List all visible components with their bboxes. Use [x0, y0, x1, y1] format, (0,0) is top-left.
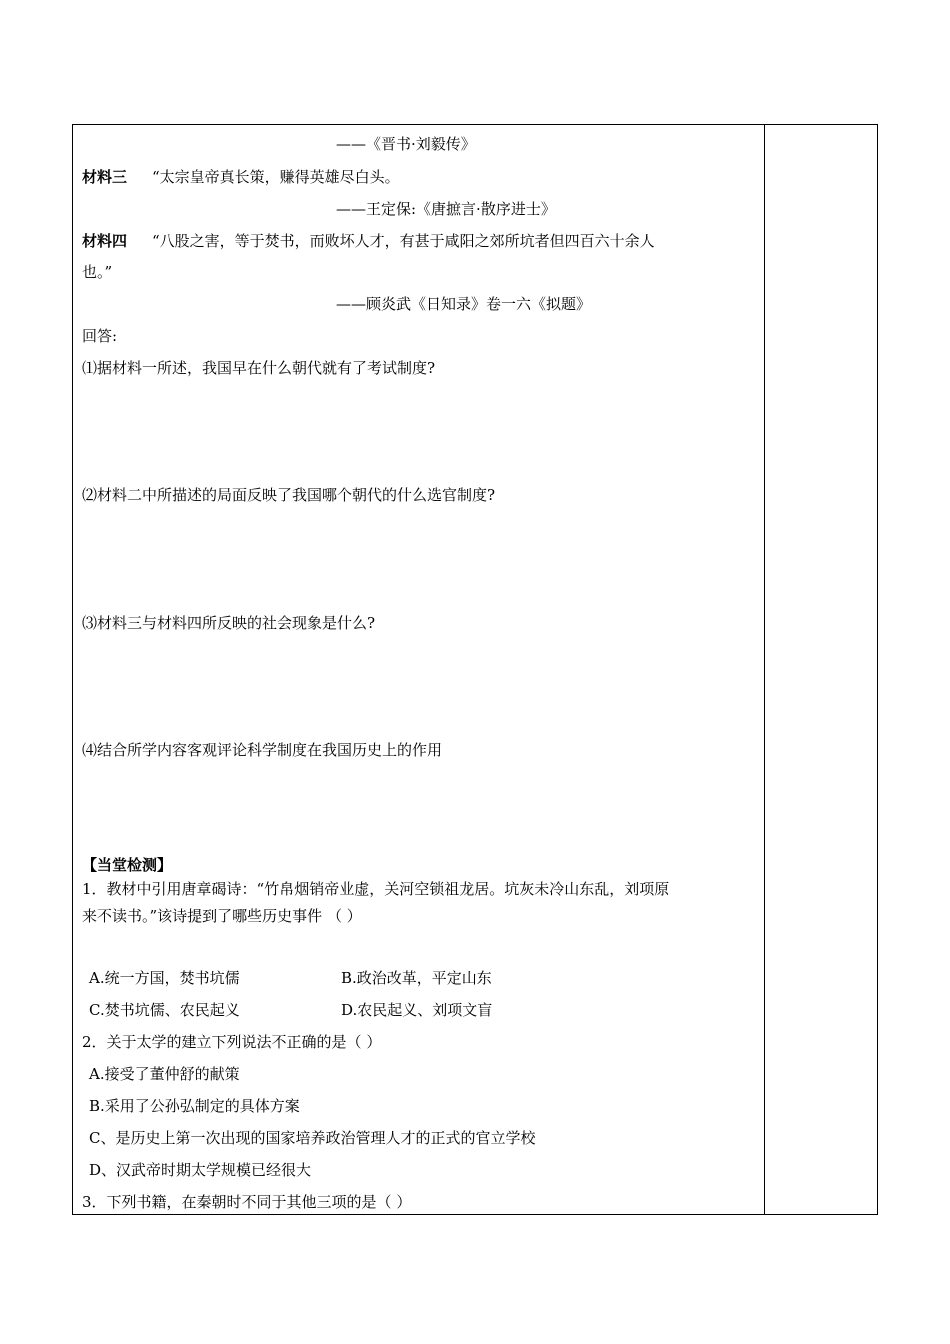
test-q2-option-b: B.采用了公孙弘制定的具体方案 [89, 1097, 300, 1115]
material-4-quote-line2: 也。” [82, 263, 113, 281]
material-4-label: 材料四 [82, 232, 128, 250]
test-q2-option-c: C、是历史上第一次出现的国家培养政治管理人才的正式的官立学校 [89, 1129, 536, 1147]
material-3-quote: “太宗皇帝真长策，赚得英雄尽白头。 [152, 168, 400, 186]
test-q1-option-c: C.焚书坑儒、农民起义 [89, 1001, 240, 1019]
material-3-source: ——王定保:《唐摭言·散序进士》 [336, 200, 556, 218]
question-3: ⑶材料三与材料四所反映的社会现象是什么? [82, 614, 376, 632]
test-q1-line1: 1．教材中引用唐章碣诗：“竹帛烟销帝业虚，关河空锁祖龙居。坑灰未冷山东乱，刘项原 [82, 880, 670, 898]
question-4: ⑷结合所学内容客观评论科学制度在我国历史上的作用 [82, 741, 443, 759]
test-q1-line2: 来不读书。”该诗提到了哪些历史事件 （ ） [82, 907, 362, 925]
table-column-divider [764, 124, 765, 1215]
test-q1-option-b: B.政治改革，平定山东 [341, 969, 492, 987]
answer-heading: 回答: [82, 327, 118, 345]
material-4-source: ——顾炎武《日知录》卷一六《拟题》 [336, 295, 592, 313]
material-3-label: 材料三 [82, 168, 128, 186]
test-q2: 2．关于太学的建立下列说法不正确的是（ ） [82, 1033, 382, 1051]
material-2-source: ——《晋书·刘毅传》 [336, 135, 476, 153]
test-q1-option-d: D.农民起义、刘项文盲 [341, 1001, 493, 1019]
test-q2-option-a: A.接受了董仲舒的献策 [89, 1065, 240, 1083]
question-2: ⑵材料二中所描述的局面反映了我国哪个朝代的什么选官制度? [82, 486, 496, 504]
material-4-quote-line1: “八股之害，等于焚书，而败坏人才，有甚于咸阳之郊所坑者但四百六十余人 [152, 232, 655, 250]
test-q1-option-a: A.统一方国，焚书坑儒 [89, 969, 240, 987]
question-1: ⑴据材料一所述，我国早在什么朝代就有了考试制度? [82, 359, 436, 377]
test-q3: 3．下列书籍，在秦朝时不同于其他三项的是（ ） [82, 1193, 412, 1211]
test-heading: 【当堂检测】 [82, 856, 173, 874]
test-q2-option-d: D、汉武帝时期太学规模已经很大 [89, 1161, 312, 1179]
